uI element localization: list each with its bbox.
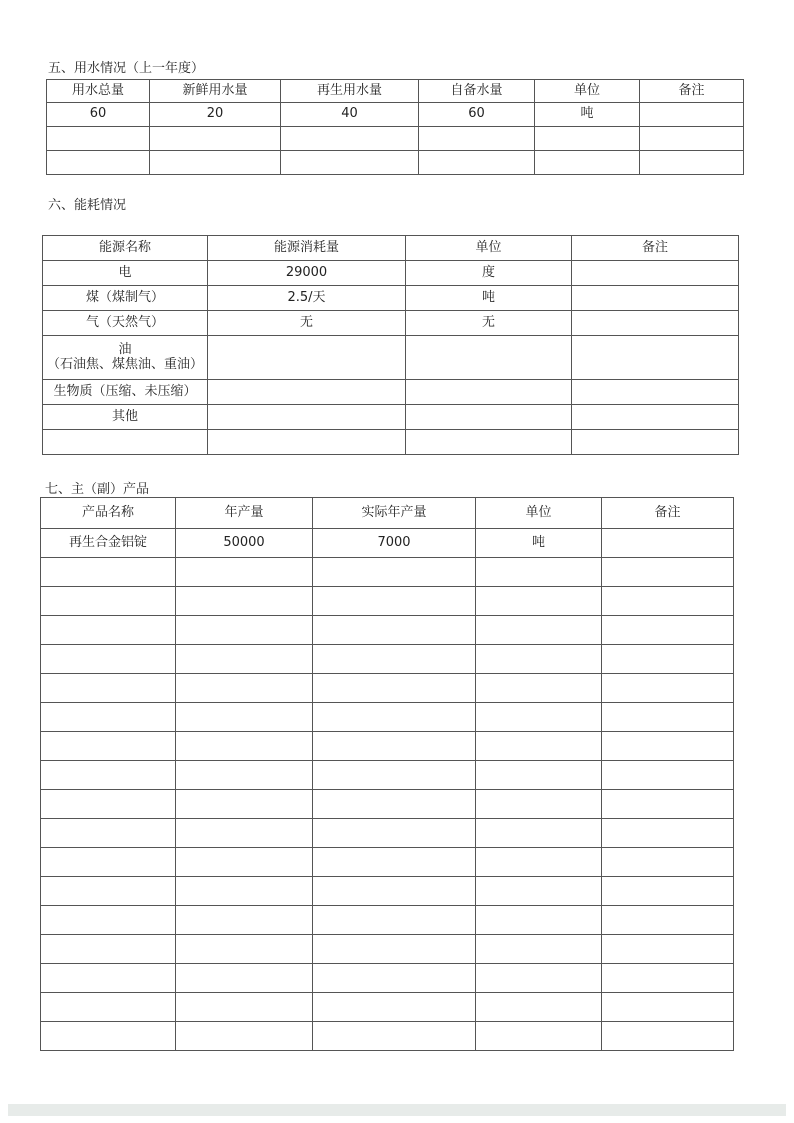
products-cell	[176, 1022, 313, 1051]
products-cell	[176, 703, 313, 732]
water-cell	[640, 127, 744, 151]
products-cell	[176, 906, 313, 935]
table-row	[41, 964, 734, 993]
energy-cell: 无	[208, 311, 406, 336]
energy-cell: 2.5/天	[208, 286, 406, 311]
energy-cell	[572, 311, 739, 336]
table-row	[43, 286, 739, 311]
water-cell	[47, 151, 150, 175]
water-cell: 60	[419, 103, 535, 127]
products-cell	[313, 616, 476, 645]
products-cell	[176, 819, 313, 848]
products-cell	[313, 761, 476, 790]
water-cell	[281, 151, 419, 175]
energy-cell: 电	[43, 261, 208, 286]
energy-table	[42, 235, 739, 455]
products-cell	[476, 964, 602, 993]
products-cell	[313, 964, 476, 993]
products-header-remark: 备注	[602, 498, 734, 529]
products-cell	[176, 587, 313, 616]
products-cell	[176, 964, 313, 993]
products-cell	[476, 877, 602, 906]
products-cell	[41, 732, 176, 761]
table-row	[47, 103, 744, 127]
products-cell	[176, 935, 313, 964]
table-row	[41, 645, 734, 674]
products-cell	[176, 993, 313, 1022]
products-cell	[41, 877, 176, 906]
water-cell	[419, 127, 535, 151]
products-cell	[602, 703, 734, 732]
energy-header-unit: 单位	[406, 236, 572, 261]
table-row	[43, 261, 739, 286]
products-cell	[41, 819, 176, 848]
energy-cell: 油 （石油焦、煤焦油、重油）	[43, 336, 208, 380]
water-cell: 20	[150, 103, 281, 127]
products-header-unit: 单位	[476, 498, 602, 529]
water-cell	[281, 127, 419, 151]
water-cell	[47, 127, 150, 151]
energy-cell: 其他	[43, 405, 208, 430]
energy-cell: 29000	[208, 261, 406, 286]
products-cell	[41, 703, 176, 732]
table-row	[41, 761, 734, 790]
water-table	[46, 79, 744, 175]
products-cell	[176, 761, 313, 790]
table-row	[43, 380, 739, 405]
products-cell	[476, 819, 602, 848]
table-row	[41, 674, 734, 703]
products-cell	[602, 819, 734, 848]
products-cell	[476, 993, 602, 1022]
products-header-name: 产品名称	[41, 498, 176, 529]
energy-cell: 无	[406, 311, 572, 336]
products-cell	[176, 732, 313, 761]
products-cell	[313, 819, 476, 848]
products-cell	[41, 645, 176, 674]
energy-cell: 吨	[406, 286, 572, 311]
energy-cell	[406, 405, 572, 430]
water-cell	[535, 151, 640, 175]
products-cell: 再生合金铝锭	[41, 529, 176, 558]
water-cell	[535, 127, 640, 151]
products-cell	[476, 935, 602, 964]
products-cell	[176, 877, 313, 906]
water-header-unit: 单位	[535, 80, 640, 103]
products-cell	[602, 906, 734, 935]
products-cell	[476, 616, 602, 645]
table-row	[43, 311, 739, 336]
products-header-row	[41, 498, 734, 529]
energy-header-consumption: 能源消耗量	[208, 236, 406, 261]
energy-cell	[208, 430, 406, 455]
energy-section-title: 六、能耗情况	[48, 198, 127, 213]
energy-cell	[572, 336, 739, 380]
products-cell	[313, 877, 476, 906]
water-cell	[419, 151, 535, 175]
products-header-annual-output: 年产量	[176, 498, 313, 529]
water-header-fresh: 新鲜用水量	[150, 80, 281, 103]
products-cell	[41, 906, 176, 935]
energy-cell	[572, 380, 739, 405]
table-row	[41, 935, 734, 964]
table-row	[47, 151, 744, 175]
energy-cell: 生物质（压缩、未压缩）	[43, 380, 208, 405]
products-cell	[176, 645, 313, 674]
products-cell	[476, 645, 602, 674]
energy-cell	[208, 405, 406, 430]
products-cell	[602, 645, 734, 674]
products-cell	[476, 906, 602, 935]
products-cell	[602, 993, 734, 1022]
table-row	[43, 405, 739, 430]
table-row	[41, 587, 734, 616]
table-row	[41, 558, 734, 587]
products-cell	[602, 935, 734, 964]
energy-header-remark: 备注	[572, 236, 739, 261]
water-header-recycled: 再生用水量	[281, 80, 419, 103]
energy-cell: 气（天然气）	[43, 311, 208, 336]
products-cell	[602, 761, 734, 790]
table-row	[47, 127, 744, 151]
table-row	[41, 1022, 734, 1051]
water-cell	[640, 103, 744, 127]
products-cell: 50000	[176, 529, 313, 558]
energy-header-row	[43, 236, 739, 261]
products-cell	[602, 674, 734, 703]
products-cell: 吨	[476, 529, 602, 558]
products-cell	[41, 964, 176, 993]
energy-cell: 煤（煤制气）	[43, 286, 208, 311]
table-row	[41, 529, 734, 558]
products-cell	[313, 993, 476, 1022]
products-cell	[476, 732, 602, 761]
products-table	[40, 497, 734, 1051]
table-row	[41, 819, 734, 848]
energy-cell	[406, 380, 572, 405]
products-cell	[41, 993, 176, 1022]
table-row	[41, 848, 734, 877]
products-cell	[602, 616, 734, 645]
products-cell	[176, 848, 313, 877]
products-cell	[41, 790, 176, 819]
products-cell	[476, 703, 602, 732]
products-cell	[176, 674, 313, 703]
water-cell: 吨	[535, 103, 640, 127]
water-section-title: 五、用水情况（上一年度）	[48, 61, 205, 76]
energy-cell	[208, 380, 406, 405]
table-row	[43, 336, 739, 380]
products-cell	[176, 616, 313, 645]
table-row	[41, 906, 734, 935]
products-cell: 7000	[313, 529, 476, 558]
water-header-remark: 备注	[640, 80, 744, 103]
water-header-row	[47, 80, 744, 103]
products-cell	[313, 732, 476, 761]
products-cell	[602, 790, 734, 819]
products-cell	[41, 761, 176, 790]
scan-edge-strip	[8, 1104, 786, 1116]
products-cell	[602, 877, 734, 906]
products-cell	[313, 674, 476, 703]
products-cell	[41, 848, 176, 877]
products-cell	[41, 558, 176, 587]
table-row	[41, 877, 734, 906]
table-row	[41, 616, 734, 645]
products-cell	[476, 1022, 602, 1051]
products-cell	[602, 732, 734, 761]
products-cell	[602, 848, 734, 877]
energy-cell	[406, 336, 572, 380]
table-row	[41, 790, 734, 819]
energy-cell	[572, 286, 739, 311]
energy-cell: 度	[406, 261, 572, 286]
energy-cell	[572, 261, 739, 286]
products-cell	[476, 790, 602, 819]
water-header-total: 用水总量	[47, 80, 150, 103]
products-cell	[476, 674, 602, 703]
products-cell	[476, 587, 602, 616]
water-cell	[150, 151, 281, 175]
products-cell	[313, 790, 476, 819]
products-cell	[476, 761, 602, 790]
products-cell	[41, 1022, 176, 1051]
products-cell	[41, 674, 176, 703]
table-row	[41, 732, 734, 761]
products-cell	[313, 906, 476, 935]
products-cell	[476, 848, 602, 877]
water-header-self-supplied: 自备水量	[419, 80, 535, 103]
products-cell	[313, 848, 476, 877]
products-cell	[602, 529, 734, 558]
energy-cell	[406, 430, 572, 455]
table-row	[41, 703, 734, 732]
products-cell	[313, 703, 476, 732]
water-cell: 40	[281, 103, 419, 127]
products-cell	[41, 935, 176, 964]
products-table-body	[41, 498, 734, 1051]
energy-header-name: 能源名称	[43, 236, 208, 261]
products-cell	[313, 1022, 476, 1051]
water-cell	[150, 127, 281, 151]
energy-cell	[572, 430, 739, 455]
products-header-actual-output: 实际年产量	[313, 498, 476, 529]
water-cell	[640, 151, 744, 175]
products-cell	[176, 558, 313, 587]
products-cell	[313, 558, 476, 587]
products-cell	[41, 587, 176, 616]
products-cell	[313, 935, 476, 964]
energy-cell	[572, 405, 739, 430]
products-cell	[602, 1022, 734, 1051]
products-cell	[602, 558, 734, 587]
products-cell	[176, 790, 313, 819]
products-section-title: 七、主（副）产品	[45, 482, 150, 497]
products-cell	[41, 616, 176, 645]
products-cell	[313, 645, 476, 674]
table-row	[41, 993, 734, 1022]
products-cell	[476, 558, 602, 587]
energy-cell	[43, 430, 208, 455]
water-cell: 60	[47, 103, 150, 127]
products-cell	[313, 587, 476, 616]
products-cell	[602, 964, 734, 993]
table-row	[43, 430, 739, 455]
products-cell	[602, 587, 734, 616]
energy-cell	[208, 336, 406, 380]
